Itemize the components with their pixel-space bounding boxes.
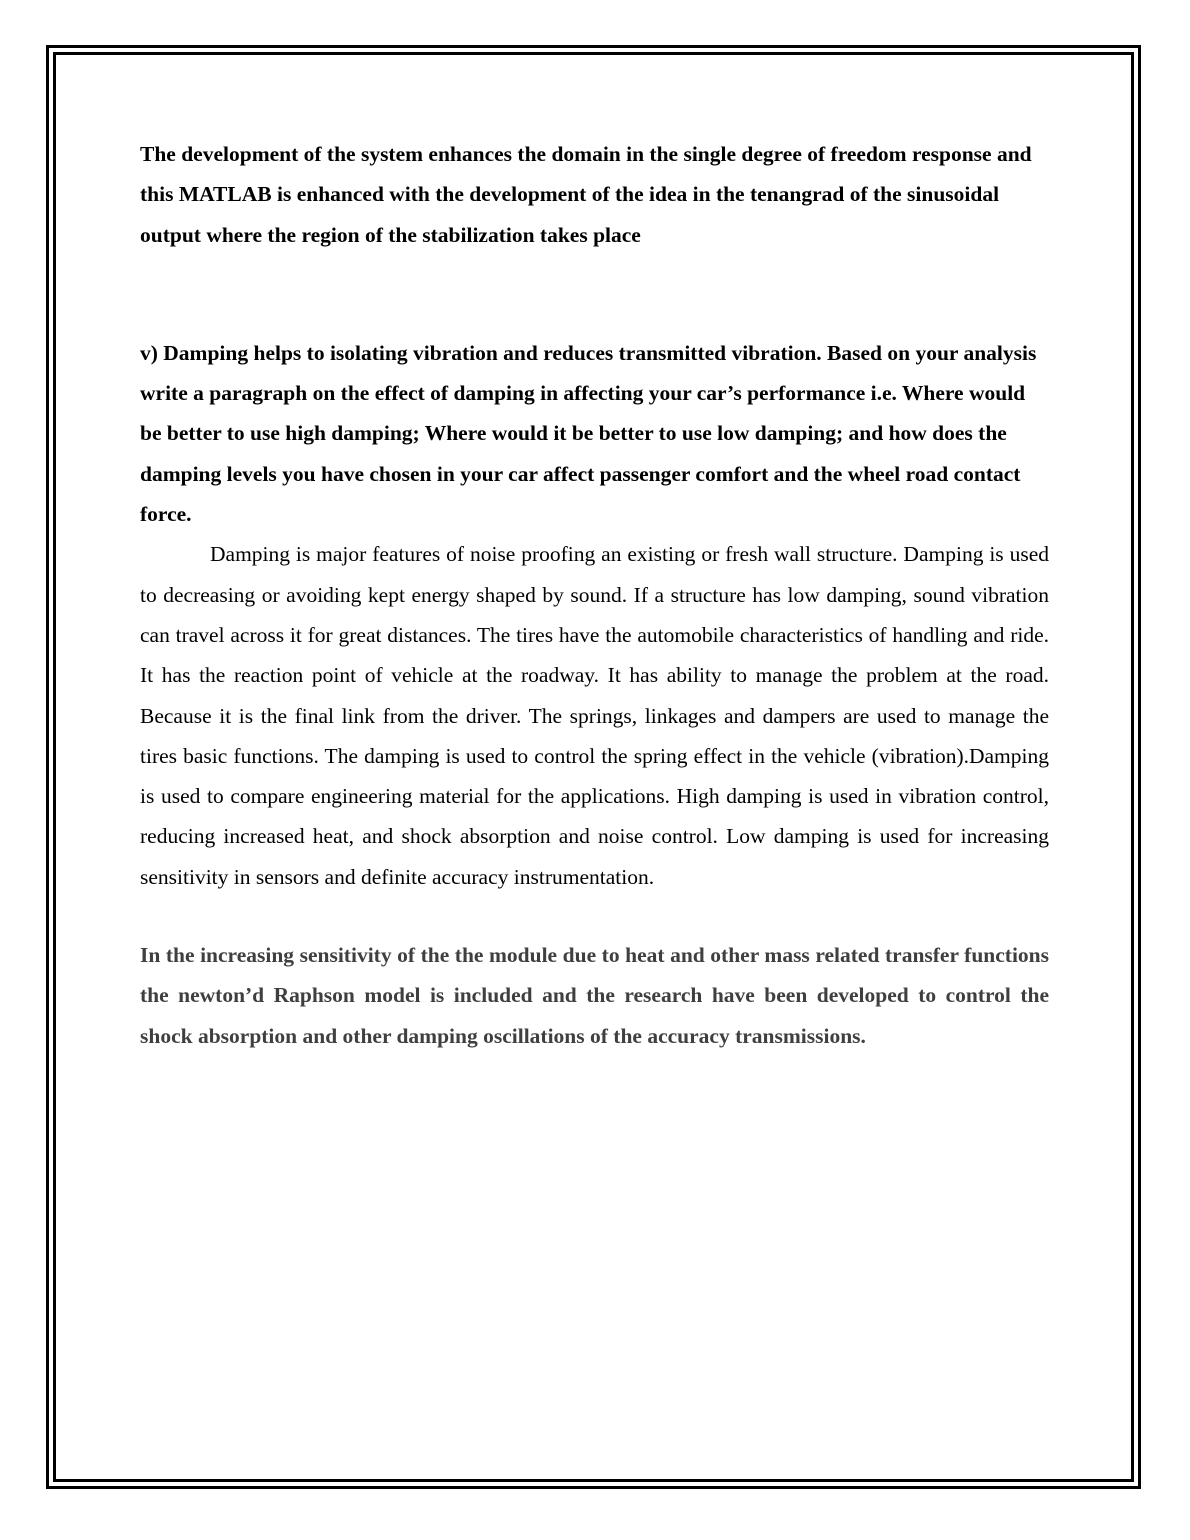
answer-paragraph: Damping is major features of noise proofing an existing or fresh wall structure. Damping is used to decreasing or avoiding kept energy shaped by sound. If a structure has low damping, sound vibration can travel across it for great distances. The tires have the automobile characteristics of handling and ride. It has the reaction point of vehicle at the roadway. It has ability to manage the problem at the road. Because it is the final link from the driver. The springs, linkages and dampers are used to manage the tires basic functions. The damping is used to control the spring effect in the vehicle (vibration).Damping is used to compare engineering material for the applications. High damping is used in vibration control, reducing increased heat, and shock absorption and noise control. Low damping is used for increasing sensitivity in sensors and definite accuracy instrumentation. [140,542,1049,889]
paragraph-spacer [140,255,1049,333]
paragraph-spacer [140,897,1049,935]
closing-paragraph: In the increasing sensitivity of the the module due to heat and other mass related transfer functions the newton’d Raphson model is included and the research have been developed to control the shock absorption and other damping oscillations of the accuracy transmissions. [140,943,1049,1048]
question-v-heading: v) Damping helps to isolating vibration and reduces transmitted vibration. Based on your analysis write a paragraph on the effect of damping in affecting your car’s performance i.e. Where would be better to use high damping; Where would it be better to use low damping; and how does the damping levels you have chosen in your car affect passenger comfort and the wheel road contact force. [140,340,1037,527]
page-content [140,134,1049,1056]
intro-paragraph: The development of the system enhances the domain in the single degree of freedom response and this MATLAB is enhanced with the development of the idea in the tenangrad of the sinusoidal output where the region of the stabilization takes place [140,142,1032,247]
